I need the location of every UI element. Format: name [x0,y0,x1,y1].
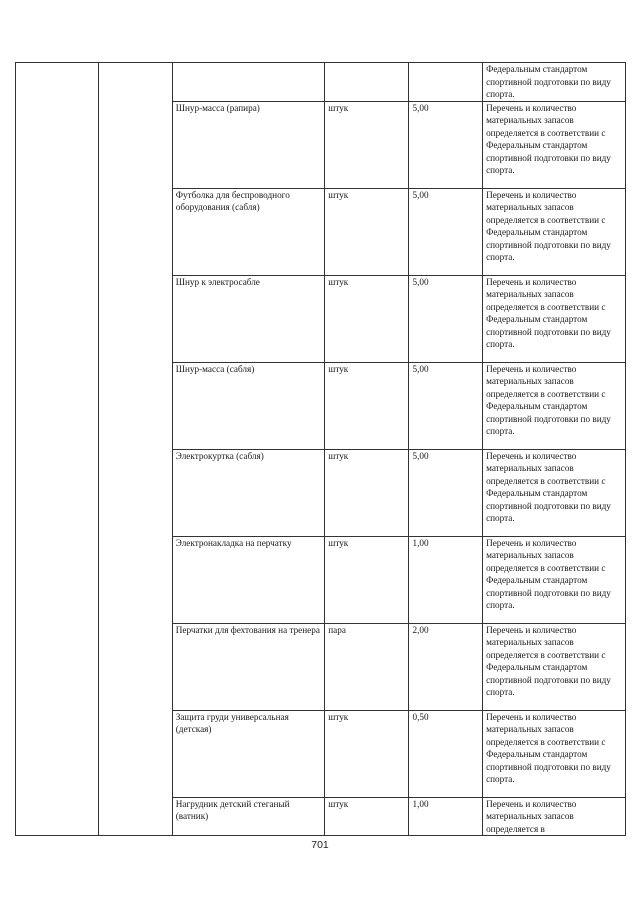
merged-cell-col1 [16,63,99,836]
quantity-cell: 0,50 [409,710,483,797]
note-cell: Перечень и количество материальных запасов определяется в соответствии с Федеральным стандартом спортивной подготовки по виду спорта. [483,449,626,536]
table-row [16,63,626,102]
page-number: 701 [311,839,329,851]
item-name-cell: Шнур к электросабле [172,275,325,362]
note-cell: Перечень и количество материальных запасов определяется в соответствии с Федеральным стандартом спортивной подготовки по виду спорта. [483,623,626,710]
quantity-cell: 5,00 [409,362,483,449]
item-name-cell: Шнур-масса (сабля) [172,362,325,449]
note-cell: Перечень и количество материальных запасов определяется в соответствии с Федеральным стандартом спортивной подготовки по виду спорта. [483,275,626,362]
quantity-cell: 1,00 [409,797,483,836]
quantity-cell: 5,00 [409,188,483,275]
unit-cell: штук [325,710,409,797]
unit-cell [325,63,409,102]
unit-cell: штук [325,188,409,275]
item-name-cell [172,63,325,102]
note-cell: Перечень и количество материальных запасов определяется в соответствии с Федеральным стандартом спортивной подготовки по виду спорта. [483,362,626,449]
quantity-cell: 1,00 [409,536,483,623]
quantity-cell: 5,00 [409,449,483,536]
note-cell: Перечень и количество материальных запасов определяется в [483,797,626,836]
note-cell: Федеральным стандартом спортивной подготовки по виду спорта. [483,63,626,102]
unit-cell: штук [325,449,409,536]
unit-cell: штук [325,101,409,188]
unit-cell: штук [325,362,409,449]
item-name-cell: Футболка для беспроводного оборудования (сабля) [172,188,325,275]
item-name-cell: Перчатки для фехтования на тренера [172,623,325,710]
quantity-cell [409,63,483,102]
item-name-cell: Защита груди универсальная (детская) [172,710,325,797]
note-cell: Перечень и количество материальных запасов определяется в соответствии с Федеральным стандартом спортивной подготовки по виду спорта. [483,188,626,275]
note-cell: Перечень и количество материальных запасов определяется в соответствии с Федеральным стандартом спортивной подготовки по виду спорта. [483,101,626,188]
unit-cell: пара [325,623,409,710]
note-cell: Перечень и количество материальных запасов определяется в соответствии с Федеральным стандартом спортивной подготовки по виду спорта. [483,536,626,623]
unit-cell: штук [325,536,409,623]
note-cell: Перечень и количество материальных запасов определяется в соответствии с Федеральным стандартом спортивной подготовки по виду спорта. [483,710,626,797]
item-name-cell: Электронакладка на перчатку [172,536,325,623]
quantity-cell: 5,00 [409,101,483,188]
item-name-cell: Нагрудник детский стеганый (ватник) [172,797,325,836]
merged-cell-col2 [99,63,173,836]
item-name-cell: Электрокуртка (сабля) [172,449,325,536]
unit-cell: штук [325,275,409,362]
quantity-cell: 5,00 [409,275,483,362]
item-name-cell: Шнур-масса (рапира) [172,101,325,188]
materials-table [15,62,626,836]
unit-cell: штук [325,797,409,836]
quantity-cell: 2,00 [409,623,483,710]
